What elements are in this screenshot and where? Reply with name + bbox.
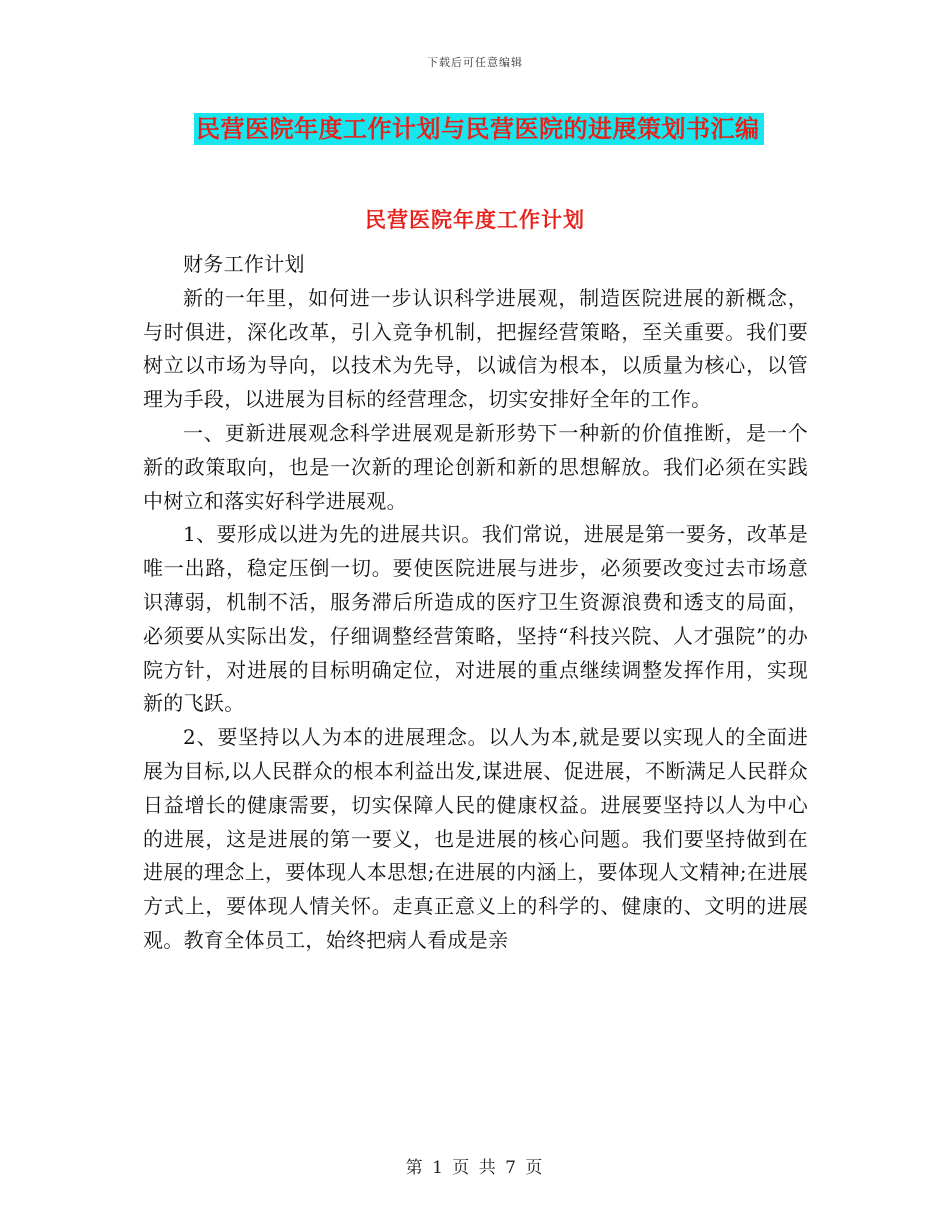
paragraph: 1、要形成以进为先的进展共识。我们常说，进展是第一要务，改革是唯一出路，稳定压倒一切。要使医院进展与进步，必须要改变过去市场意识薄弱，机制不活，服务滞后所造成的医疗卫生资源浪费和透支的局面，必须要从实际出发，仔细调整经营策略，坚持“科技兴院、人才强院”的办院方针，对进展的目标明确定位，对进展的重点继续调整发挥作用，实现新的飞跃。 bbox=[143, 522, 808, 716]
document-title: 民营医院年度工作计划与民营医院的进展策划书汇编 bbox=[194, 113, 764, 145]
paragraph: 新的一年里，如何进一步认识科学进展观，制造医院进展的新概念，与时俱进，深化改革，引入竞争机制，把握经营策略，至关重要。我们要树立以市场为导向，以技术为先导，以诚信为根本，以质量为核心，以管理为手段，以进展为目标的经营理念，切实安排好全年的工作。 bbox=[143, 285, 808, 412]
page-header-note: 下载后可任意编辑 bbox=[427, 56, 523, 69]
paragraph-heading: 财务工作计划 bbox=[183, 252, 305, 276]
document-body bbox=[143, 248, 808, 958]
page-number: 第 1 页 共 7 页 bbox=[405, 1158, 545, 1178]
paragraph: 2、要坚持以人为本的进展理念。以人为本,就是要以实现人的全面进展为目标,以人民群众的根本利益出发,谋进展、促进展，不断满足人民群众日益增长的健康需要，切实保障人民的健康权益。进展要坚持以人为中心的进展，这是进展的第一要义，也是进展的核心问题。我们要坚持做到在进展的理念上，要体现人本思想;在进展的内涵上，要体现人文精神;在进展方式上，要体现人情关怀。走真正意义上的科学的、健康的、文明的进展观。教育全体员工，始终把病人看成是亲 bbox=[143, 725, 808, 952]
section-title: 民营医院年度工作计划 bbox=[365, 207, 585, 232]
paragraph: 一、更新进展观念科学进展观是新形势下一种新的价值推断，是一个新的政策取向，也是一次新的理论创新和新的思想解放。我们必须在实践中树立和落实好科学进展观。 bbox=[143, 420, 808, 513]
